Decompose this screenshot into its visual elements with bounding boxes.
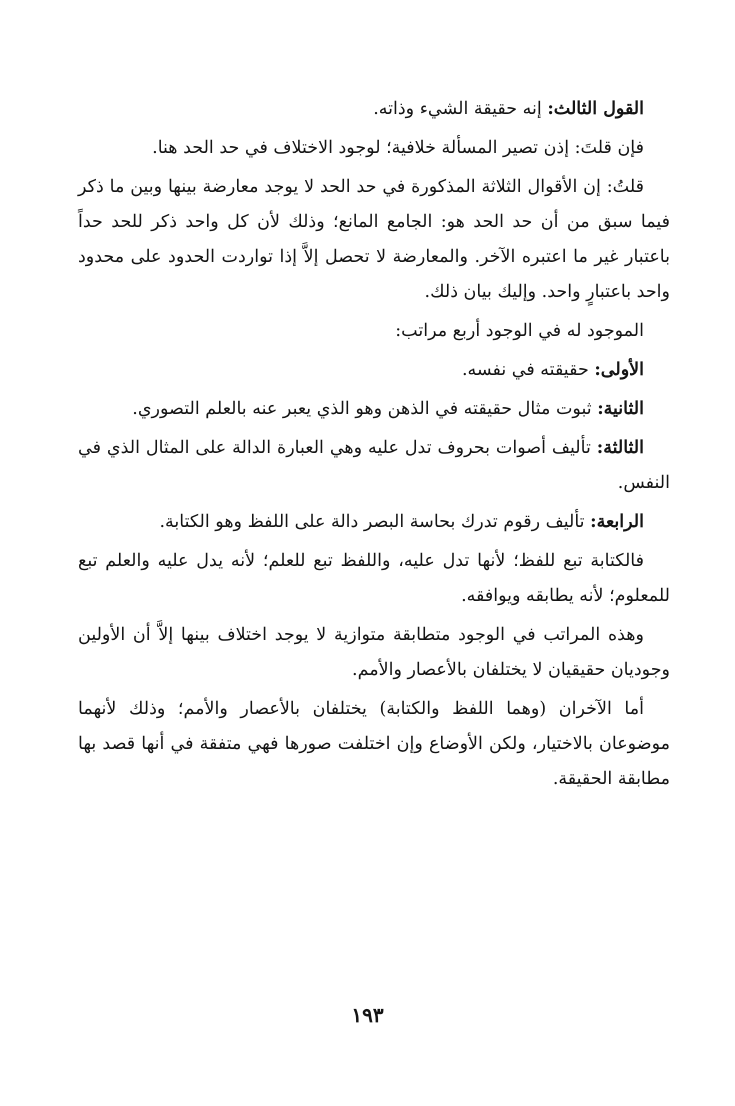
paragraph-text: فإن قلتَ: إذن تصير المسألة خلافية؛ لوجود الاختلاف في حد الحد هنا. — [152, 138, 644, 158]
paragraph-correspondence — [78, 618, 670, 688]
paragraph-text: ثبوت مثال حقيقته في الذهن وهو الذي يعبر عنه بالعلم التصوري. — [132, 399, 598, 419]
paragraph-level-third — [78, 431, 670, 501]
paragraph-lead: القول الثالث: — [547, 99, 644, 119]
paragraph-lead: الرابعة: — [590, 512, 644, 532]
paragraph-conventions — [78, 692, 670, 797]
paragraph-four-levels — [78, 314, 670, 349]
paragraph-text: إنه حقيقة الشيء وذاته. — [373, 99, 548, 119]
paragraph-lead: الثانية: — [597, 399, 644, 419]
paragraph-text: تأليف رقوم تدرك بحاسة البصر دالة على اللفظ وهو الكتابة. — [159, 512, 591, 532]
paragraph-lead: الثالثة: — [596, 438, 644, 458]
paragraph-level-first — [78, 353, 670, 388]
page-number: ١٩٣ — [351, 1003, 384, 1027]
paragraph-text: وهذه المراتب في الوجود متطابقة متوازية لا يوجد اختلاف بينها إلاَّ أن الأولين وجوديان حقيقيان لا يختلفان بالأعصار والأمم. — [78, 625, 670, 680]
paragraph-objection — [78, 131, 670, 166]
paragraph-lead: الأولى: — [594, 360, 644, 380]
paragraph-answer — [78, 170, 670, 310]
paragraph-text: حقيقته في نفسه. — [461, 360, 595, 380]
paragraph-text: فالكتابة تبع للفظ؛ لأنها تدل عليه، واللفظ تبع للعلم؛ لأنه يدل عليه والعلم تبع للمعلوم؛ لأنه يطابقه ويوافقه. — [78, 551, 670, 606]
paragraph-text: قلتُ: إن الأقوال الثلاثة المذكورة في حد الحد لا يوجد معارضة بينها وبين ما ذكر فيما سبق من أن حد الحد هو: الجامع المانع؛ وذلك لأن كل واحد ذكر للحد حداً باعتبار غير ما اعتبره الآخر. والمعارضة لا تحصل إلاَّ إذا تواردت الحدود على محدود واحد باعتبارٍ واحد. وإليك بيان ذلك. — [78, 177, 670, 302]
paragraph-text: تأليف أصوات بحروف تدل عليه وهي العبارة الدالة على المثال الذي في النفس. — [78, 438, 670, 493]
paragraph-level-fourth — [78, 505, 670, 540]
paragraph-dependency — [78, 544, 670, 614]
paragraph-text: الموجود له في الوجود أربع مراتب: — [395, 321, 644, 341]
paragraph-third-opinion — [78, 92, 670, 127]
page-body — [78, 92, 670, 797]
paragraph-text: أما الآخران (وهما اللفظ والكتابة) يختلفان بالأعصار والأمم؛ وذلك لأنهما موضوعان بالاختيار، ولكن الأوضاع وإن اختلفت صورها فهي متفقة في أنها قصد بها مطابقة الحقيقة. — [78, 699, 670, 789]
paragraph-level-second — [78, 392, 670, 427]
